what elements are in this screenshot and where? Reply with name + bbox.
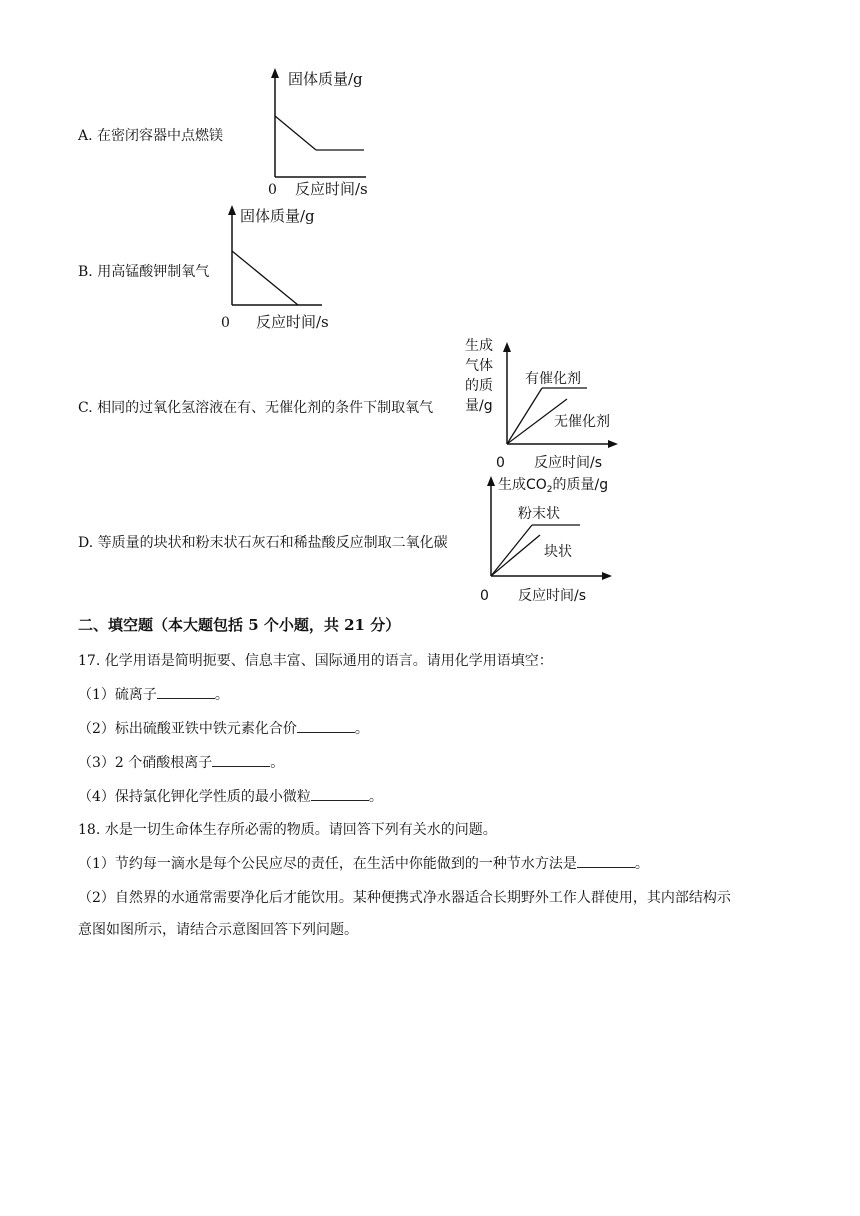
y-axis-arrow-icon <box>503 342 511 352</box>
y-axis-arrow-icon <box>271 68 279 78</box>
x-axis-arrow-icon <box>602 572 612 580</box>
origin-label: 0 <box>221 315 230 331</box>
y-axis-arrow-icon <box>487 476 495 486</box>
answer-blank[interactable] <box>212 754 270 767</box>
section-title: 二、填空题（本大题包括 5 个小题，共 21 分） <box>78 616 401 634</box>
x-axis-arrow-icon <box>608 440 618 448</box>
item-text: （1）硫离子 <box>78 687 157 703</box>
series-label-no-catalyst: 无催化剂 <box>554 414 610 430</box>
series-powder-rise <box>491 525 532 576</box>
y-axis-label: 生成$CO_2$的质量/g <box>498 477 609 495</box>
x-axis-label: 反应时间/s <box>534 455 603 471</box>
question-18-item-1 <box>78 853 649 873</box>
graph-a <box>260 66 400 198</box>
answer-blank[interactable] <box>577 855 635 868</box>
answer-blank[interactable] <box>297 720 355 733</box>
y-axis-label-line-1: 生成 <box>465 338 493 354</box>
option-c-label: C. 相同的过氧化氢溶液在有、无催化剂的条件下制取氧气 <box>78 400 434 416</box>
series-catalyst-rise <box>507 388 542 444</box>
item-tail: 。 <box>354 721 369 737</box>
graph-c <box>462 334 627 474</box>
option-b-label: B. 用高锰酸钾制氧气 <box>78 264 210 280</box>
y-axis-arrow-icon <box>228 205 236 215</box>
graph-b-line <box>232 251 298 305</box>
graph-a-line-decrease <box>275 116 316 150</box>
series-label-lump: 块状 <box>544 544 572 560</box>
y-axis-label-line-4: 量/g <box>465 398 493 414</box>
question-18-item-2-line-2: 意图如图所示，请结合示意图回答下列问题。 <box>78 922 358 938</box>
y-axis-label-line-3: 的质 <box>465 378 493 394</box>
answer-blank[interactable] <box>311 788 369 801</box>
item-text: （4）保持氯化钾化学性质的最小微粒 <box>78 789 311 805</box>
x-axis-label: 反应时间/s <box>256 313 329 331</box>
question-17-stem: 17. 化学用语是简明扼要、信息丰富、国际通用的语言。请用化学用语填空： <box>78 653 553 669</box>
origin-label: 0 <box>496 455 505 471</box>
x-axis-label: 反应时间/s <box>518 588 587 604</box>
question-17-item-3 <box>78 752 284 772</box>
option-a-label: A. 在密闭容器中点燃镁 <box>78 128 224 144</box>
item-text: （2）标出硫酸亚铁中铁元素化合价 <box>78 721 297 737</box>
question-18-stem: 18. 水是一切生命体生存所必需的物质。请回答下列有关水的问题。 <box>78 822 497 838</box>
question-17-item-1 <box>78 684 229 704</box>
item-tail: 。 <box>634 856 649 872</box>
origin-label: 0 <box>268 182 277 198</box>
y-axis-label-line-2: 气体 <box>465 358 493 374</box>
option-d-label: D. 等质量的块状和粉末状石灰石和稀盐酸反应制取二氧化碳 <box>78 535 448 551</box>
question-17-item-2 <box>78 718 369 738</box>
question-18-item-2-line-1: （2）自然界的水通常需要净化后才能饮用。某种便携式净水器适合长期野外工作人群使用，其内部结构示 <box>78 890 731 906</box>
y-axis-label: 固体质量/g <box>288 70 363 88</box>
x-axis-label: 反应时间/s <box>295 180 368 198</box>
question-17-item-4 <box>78 786 383 806</box>
item-tail: 。 <box>270 755 285 771</box>
graph-d <box>476 472 636 606</box>
answer-blank[interactable] <box>157 686 215 699</box>
item-text: （1）节约每一滴水是每个公民应尽的责任，在生活中你能做到的一种节水方法是 <box>78 856 577 872</box>
item-tail: 。 <box>368 789 383 805</box>
origin-label: 0 <box>480 588 489 604</box>
series-lump-rise <box>491 535 540 576</box>
y-axis-label: 固体质量/g <box>240 207 315 225</box>
item-tail: 。 <box>214 687 229 703</box>
graph-b <box>218 203 348 333</box>
series-label-catalyst: 有催化剂 <box>525 371 581 387</box>
series-label-powder: 粉末状 <box>518 506 560 522</box>
item-text: （3）2 个硝酸根离子 <box>78 755 213 771</box>
